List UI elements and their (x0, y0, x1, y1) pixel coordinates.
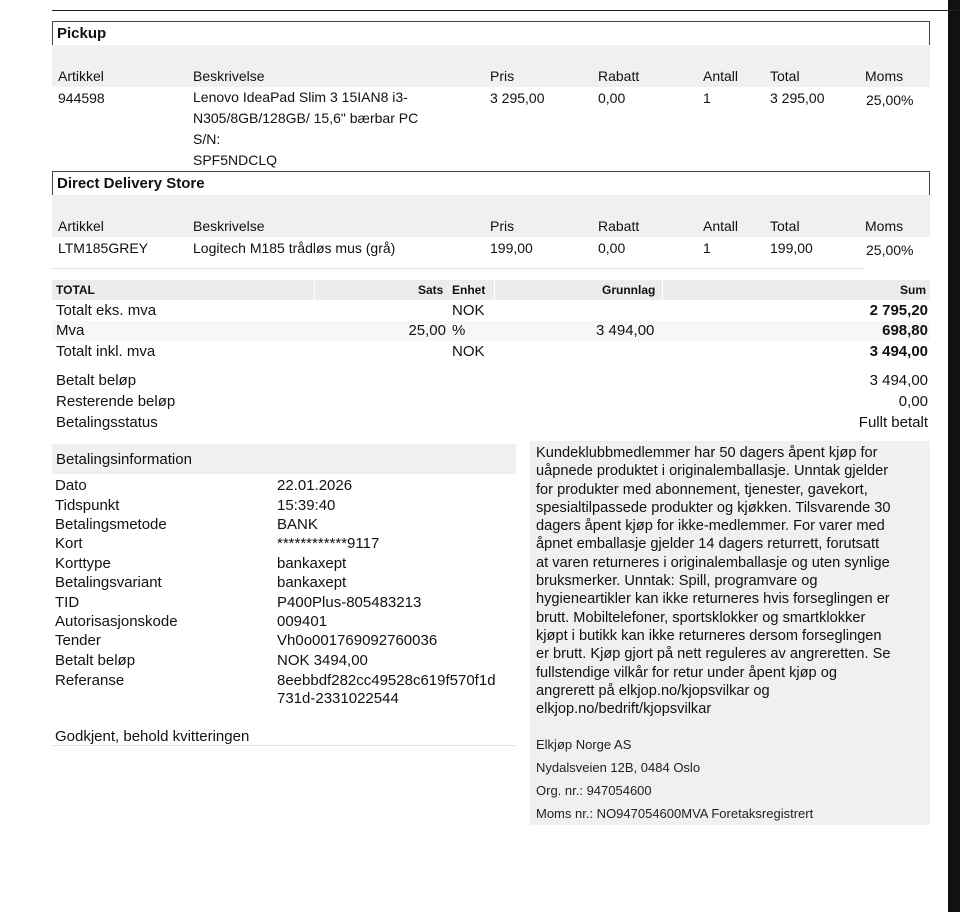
company-name: Elkjøp Norge AS (536, 737, 632, 752)
pickup-desc-line: SPF5NDCLQ (193, 152, 278, 168)
totals-basis: 3 494,00 (596, 322, 655, 339)
pickup-item-description (193, 87, 418, 171)
pickup-col-vat: Moms (865, 68, 904, 84)
payment-info-label: Betalt beløp (55, 652, 136, 669)
pickup-item-article: 944598 (58, 90, 105, 106)
payment-info-label: TID (55, 594, 80, 611)
policy-line: uåpnede produktet i originalemballasje. Unntak gjelder (536, 463, 889, 480)
direct-col-price: Pris (490, 218, 515, 234)
totals-sum: 3 494,00 (869, 343, 928, 360)
payment-info-value: 15:39:40 (277, 497, 336, 514)
pickup-item-vat: 25,00% (866, 92, 914, 108)
direct-spacer-band (52, 195, 930, 215)
policy-line: elkjop.no/bedrift/kjopsvilkar (536, 701, 712, 718)
policy-line: at varen returneres i originalemballasje og uten synlige (536, 554, 890, 571)
pickup-col-article: Artikkel (58, 68, 104, 84)
totals-unit: % (452, 322, 466, 339)
policy-line: hygieneartikler kan ikke returneres hvis forseglingen er (536, 591, 890, 608)
payment-info-label: Tender (55, 632, 101, 649)
totals-header-total: TOTAL (56, 283, 95, 297)
policy-line: dagers åpent kjøp for ikke-medlemmer. For varer med (536, 518, 885, 535)
payment-info-value: BANK (277, 516, 318, 533)
totals-row (52, 321, 930, 341)
policy-line: for produkter med abonnement, tjenester, gavekort, (536, 481, 868, 498)
policy-line: bruksmerker. Unntak: Spill, programvare og (536, 573, 818, 590)
payment-info-label: Betalingsvariant (55, 574, 162, 591)
return-policy-text (536, 444, 928, 718)
totals-row (52, 342, 930, 362)
pickup-section-header (52, 21, 930, 45)
payment-info-title: Betalingsinformation (56, 451, 192, 468)
payment-info-label: Autorisasjonskode (55, 613, 178, 630)
direct-col-article: Artikkel (58, 218, 104, 234)
totals-header-sum: Sum (900, 283, 927, 297)
pickup-section-title: Pickup (57, 25, 107, 42)
payment-summary-value: 0,00 (898, 393, 928, 410)
totals-header-row (52, 280, 930, 300)
payment-info-value: 8eebbdf282cc49528c619f570f1d (277, 672, 496, 689)
pickup-col-total: Total (770, 68, 800, 84)
direct-col-quantity: Antall (703, 218, 739, 234)
payment-info-value: ************9117 (277, 535, 380, 552)
payment-summary-label: Betalingsstatus (56, 414, 158, 431)
pickup-desc-line: Lenovo IdeaPad Slim 3 15IAN8 i3- (193, 89, 408, 105)
totals-row (52, 301, 930, 321)
pickup-item-total: 3 295,00 (770, 90, 825, 106)
totals-header-basis: Grunnlag (602, 283, 656, 297)
payment-info-label: Betalingsmetode (55, 516, 167, 533)
footer-divider (52, 745, 516, 746)
pickup-col-price: Pris (490, 68, 515, 84)
direct-section-header (52, 171, 930, 195)
policy-line: spesialtilpassede produkter og kjøkken. Tilsvarende 30 (536, 499, 891, 516)
direct-col-description: Beskrivelse (193, 218, 265, 234)
pickup-item-quantity: 1 (703, 90, 711, 106)
payment-info-value: P400Plus-805483213 (277, 594, 422, 611)
direct-row-divider (52, 268, 864, 269)
pickup-col-quantity: Antall (703, 68, 739, 84)
payment-info-label: Referanse (55, 672, 125, 689)
totals-rate: 25,00 (408, 322, 446, 339)
totals-unit: NOK (452, 343, 485, 360)
direct-item-total: 199,00 (770, 240, 813, 256)
pickup-spacer-band (52, 45, 930, 65)
top-divider (52, 10, 958, 11)
payment-info-label: Kort (55, 535, 83, 552)
direct-section-title: Direct Delivery Store (57, 175, 205, 192)
payment-summary-label: Betalt beløp (56, 372, 137, 389)
payment-summary-value: 3 494,00 (869, 372, 928, 389)
totals-header-unit: Enhet (452, 283, 486, 297)
payment-info-value: 009401 (277, 613, 328, 630)
direct-col-discount: Rabatt (598, 218, 640, 234)
totals-unit: NOK (452, 302, 485, 319)
policy-line: åpnet emballasje gjelder 14 dagers returrett, forutsatt (536, 536, 880, 553)
totals-label: Totalt eks. mva (56, 302, 157, 319)
policy-line: brutt. Mobiltelefoner, sportsklokker og smartklokker (536, 609, 866, 626)
policy-line: angrerett på elkjop.no/kjopsvilkar og (536, 682, 770, 699)
pickup-col-discount: Rabatt (598, 68, 640, 84)
payment-info-header (52, 444, 516, 474)
policy-line: Kundeklubbmedlemmer har 50 dagers åpent kjøp for (536, 445, 878, 461)
direct-item-article: LTM185GREY (58, 240, 148, 256)
policy-line: er brutt. Kjøp gjort på nett reguleres av angreretten. Se (536, 646, 891, 663)
company-address: Nydalsveien 12B, 0484 Oslo (536, 760, 701, 775)
direct-item-price: 199,00 (490, 240, 533, 256)
policy-line: kjøpt i butikk kan ikke returneres dersom forseglingen (536, 627, 882, 644)
totals-sum: 2 795,20 (869, 302, 928, 319)
payment-status-value: Fullt betalt (858, 414, 928, 431)
payment-info-value: bankaxept (277, 555, 347, 572)
company-vat-number: Moms nr.: NO947054600MVA Foretaksregistrert (536, 806, 814, 821)
payment-info-value: bankaxept (277, 574, 347, 591)
payment-summary-row (52, 413, 930, 433)
direct-item-quantity: 1 (703, 240, 711, 256)
direct-item-vat: 25,00% (866, 242, 914, 258)
pickup-desc-line: N305/8GB/128GB/ 15,6" bærbar PC (193, 110, 419, 126)
payment-info-label: Dato (55, 477, 87, 494)
direct-col-vat: Moms (865, 218, 904, 234)
pickup-col-description: Beskrivelse (193, 68, 265, 84)
payment-info-label: Korttype (55, 555, 111, 572)
pickup-item-discount: 0,00 (598, 90, 626, 106)
return-policy-box (530, 441, 930, 825)
totals-header-rate: Sats (418, 283, 444, 297)
company-org-number: Org. nr.: 947054600 (536, 783, 652, 798)
payment-summary-label: Resterende beløp (56, 393, 176, 410)
payment-info-label: Tidspunkt (55, 497, 120, 514)
totals-sum: 698,80 (882, 322, 928, 339)
totals-label: Mva (56, 322, 85, 339)
page-edge-shadow (948, 0, 960, 912)
policy-line: fullstendige vilkår for retur under åpent kjøp og (536, 664, 837, 681)
totals-label: Totalt inkl. mva (56, 343, 156, 360)
totals-header-separator (662, 280, 663, 300)
payment-summary-row (52, 371, 930, 391)
totals-header-separator (314, 280, 315, 300)
direct-col-total: Total (770, 218, 800, 234)
approval-note: Godkjent, behold kvitteringen (55, 728, 250, 745)
pickup-desc-line: S/N: (193, 131, 221, 147)
payment-summary-row (52, 392, 930, 412)
totals-header-separator (494, 280, 495, 300)
payment-info-value: 22.01.2026 (277, 477, 353, 494)
direct-item-description: Logitech M185 trådløs mus (grå) (193, 240, 396, 256)
direct-item-discount: 0,00 (598, 240, 626, 256)
payment-info-value: Vh0o001769092760036 (277, 632, 438, 649)
pickup-item-price: 3 295,00 (490, 90, 545, 106)
payment-info-value: NOK 3494,00 (277, 652, 368, 669)
payment-info-reference-cont: 731d-2331022544 (277, 690, 399, 707)
